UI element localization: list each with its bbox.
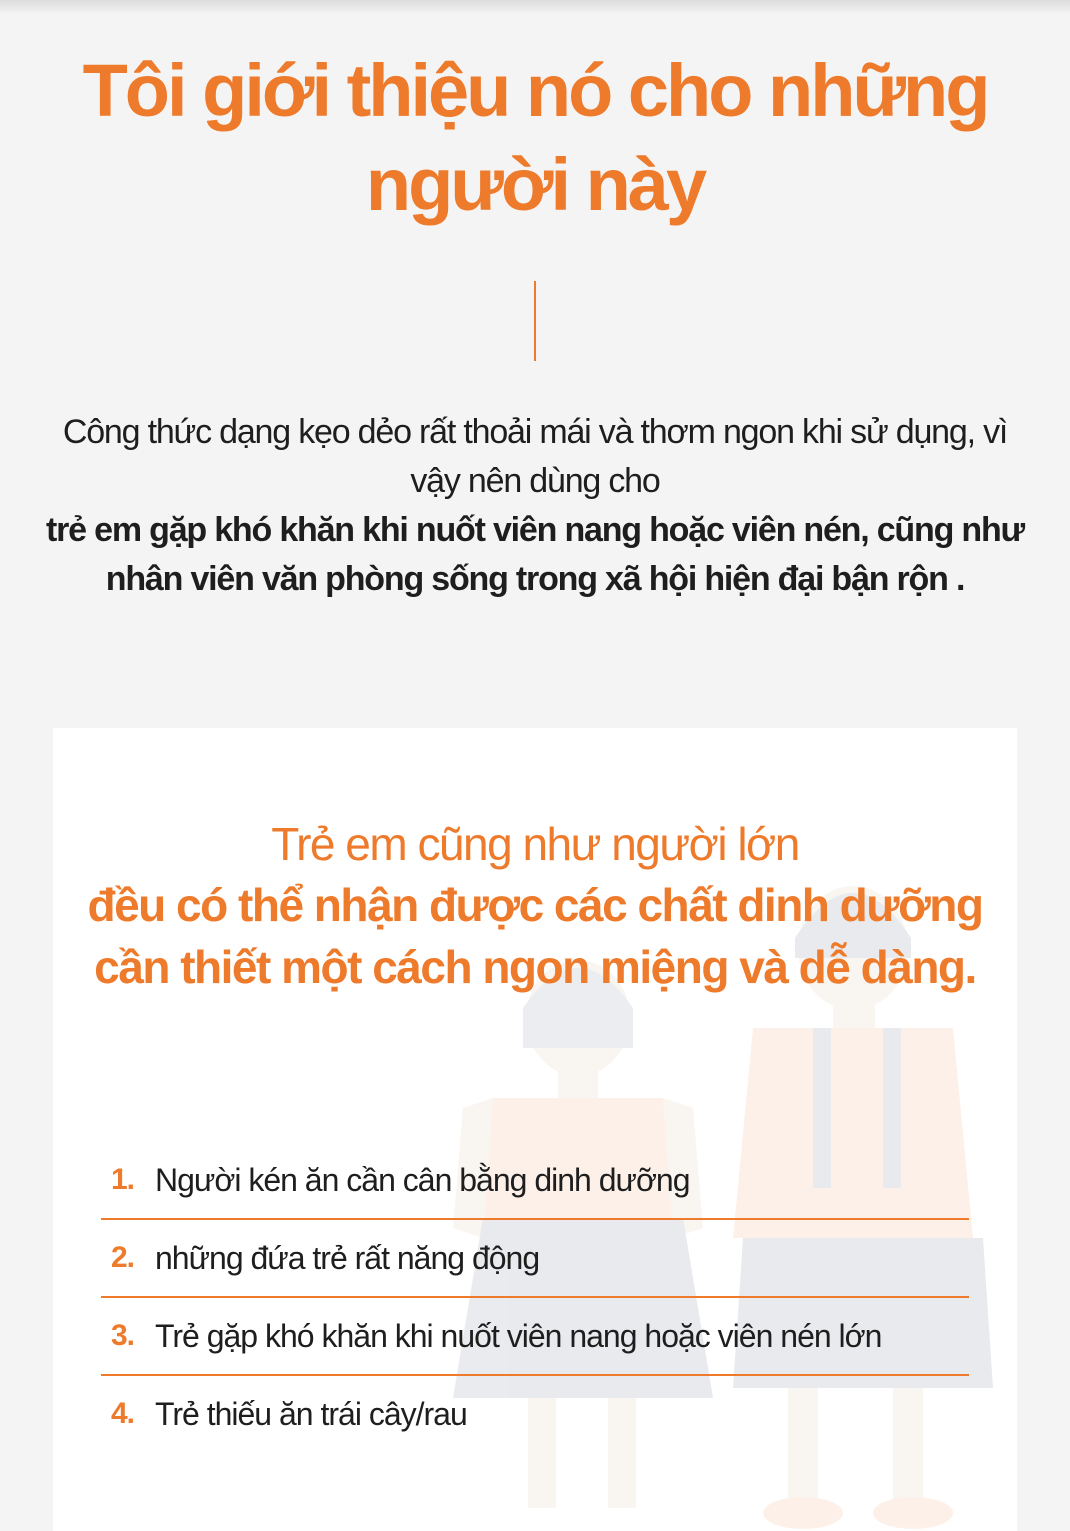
top-shadow <box>0 0 1070 14</box>
target-list <box>101 1142 969 1452</box>
list-item <box>101 1376 969 1452</box>
list-item-text: Trẻ gặp khó khăn khi nuốt viên nang hoặc viên nén lớn <box>155 1317 882 1354</box>
list-item <box>101 1220 969 1298</box>
list-item <box>101 1298 969 1376</box>
list-item-number: 2. <box>111 1241 135 1274</box>
divider-line <box>534 281 536 361</box>
card-heading-line-2: đều có thể nhận được các chất dinh dưỡng cần thiết một cách ngon miệng và dễ dàng. <box>87 879 983 993</box>
list-item-text: Người kén ăn cần cân bằng dinh dưỡng <box>155 1161 690 1198</box>
list-item-number: 3. <box>111 1319 135 1352</box>
intro-line-2: trẻ em gặp khó khăn khi nuốt viên nang hoặc viên nén, cũng như <box>46 511 1024 549</box>
page-title: Tôi giới thiệu nó cho những người này <box>82 49 988 226</box>
list-item-text: những đứa trẻ rất năng động <box>155 1239 540 1276</box>
list-item-number: 1. <box>111 1163 135 1196</box>
card-heading-line-1: Trẻ em cũng như người lớn <box>271 818 799 870</box>
list-item-number: 4. <box>111 1397 135 1430</box>
card-heading <box>73 814 997 998</box>
intro-line-1: Công thức dạng kẹo dẻo rất thoải mái và thơm ngon khi sử dụng, vì vậy nên dùng cho <box>62 413 1008 500</box>
intro-line-3: nhân viên văn phòng sống trong xã hội hiện đại bận rộn . <box>105 560 965 598</box>
target-users-card <box>53 728 1017 1531</box>
list-item-text: Trẻ thiếu ăn trái cây/rau <box>155 1395 467 1432</box>
list-item <box>101 1142 969 1220</box>
intro-text <box>40 408 1030 604</box>
